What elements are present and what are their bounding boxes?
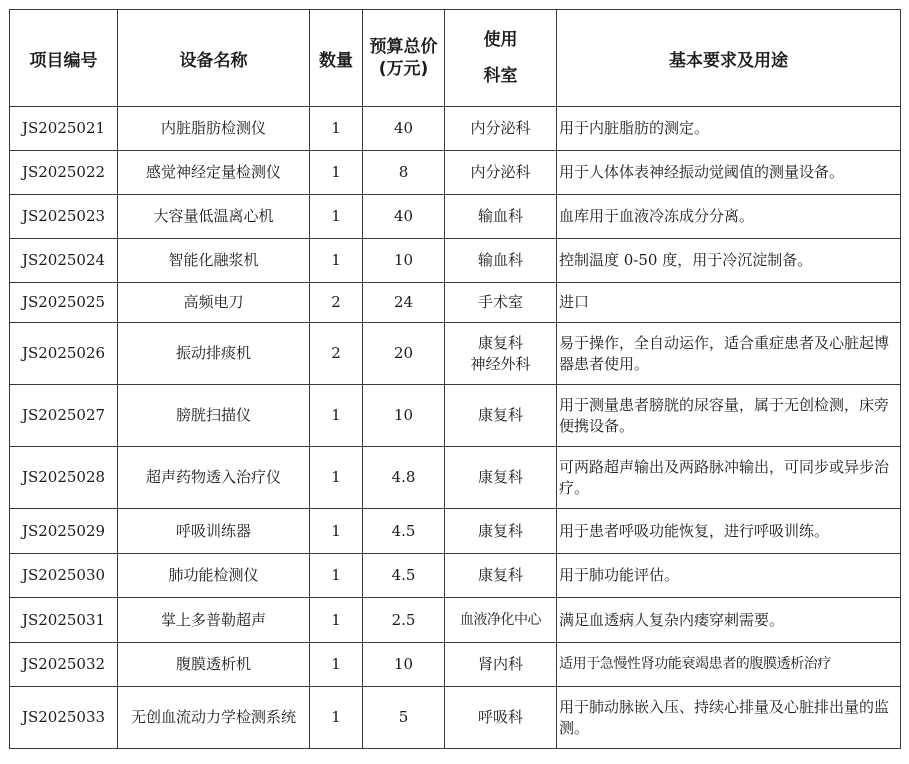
header-budget-line1: 预算总价 — [369, 37, 438, 57]
cell-dept — [445, 323, 557, 385]
cell-budget: 4.5 — [363, 509, 445, 554]
header-usage: 基本要求及用途 — [557, 10, 901, 107]
header-dept-line1: 使用 — [483, 30, 518, 50]
cell-name: 呼吸训练器 — [118, 509, 310, 554]
cell-dept: 康复科 — [445, 554, 557, 598]
cell-usage: 适用于急慢性肾功能衰竭患者的腹膜透析治疗 — [557, 643, 901, 687]
cell-usage: 用于肺动脉嵌入压、持续心排量及心脏排出量的监测。 — [557, 687, 901, 749]
cell-name: 智能化融浆机 — [118, 239, 310, 283]
cell-budget: 10 — [363, 643, 445, 687]
header-qty: 数量 — [310, 10, 363, 107]
cell-budget: 8 — [363, 151, 445, 195]
cell-name: 腹膜透析机 — [118, 643, 310, 687]
cell-dept: 输血科 — [445, 195, 557, 239]
cell-dept: 血液净化中心 — [445, 598, 557, 643]
cell-usage: 控制温度 0-50 度，用于冷沉淀制备。 — [557, 239, 901, 283]
table-row — [10, 239, 901, 283]
cell-budget: 2.5 — [363, 598, 445, 643]
cell-id: JS2025030 — [10, 554, 118, 598]
cell-dept: 内分泌科 — [445, 151, 557, 195]
cell-dept: 手术室 — [445, 283, 557, 323]
table-row — [10, 447, 901, 509]
cell-qty: 1 — [310, 509, 363, 554]
cell-dept: 输血科 — [445, 239, 557, 283]
cell-id: JS2025033 — [10, 687, 118, 749]
cell-budget: 20 — [363, 323, 445, 385]
cell-usage: 满足血透病人复杂内瘘穿刺需要。 — [557, 598, 901, 643]
cell-budget: 4.5 — [363, 554, 445, 598]
cell-qty: 1 — [310, 643, 363, 687]
cell-name: 无创血流动力学检测系统 — [118, 687, 310, 749]
cell-dept: 肾内科 — [445, 643, 557, 687]
cell-id: JS2025032 — [10, 643, 118, 687]
cell-qty: 1 — [310, 107, 363, 151]
cell-id: JS2025027 — [10, 385, 118, 447]
cell-id: JS2025026 — [10, 323, 118, 385]
table-row — [10, 385, 901, 447]
cell-qty: 1 — [310, 598, 363, 643]
cell-usage: 用于内脏脂肪的测定。 — [557, 107, 901, 151]
cell-budget: 5 — [363, 687, 445, 749]
cell-qty: 1 — [310, 195, 363, 239]
table-row — [10, 195, 901, 239]
cell-dept: 内分泌科 — [445, 107, 557, 151]
cell-id: JS2025025 — [10, 283, 118, 323]
table-row — [10, 687, 901, 749]
header-name: 设备名称 — [118, 10, 310, 107]
cell-id: JS2025021 — [10, 107, 118, 151]
cell-name: 感觉神经定量检测仪 — [118, 151, 310, 195]
cell-name: 肺功能检测仪 — [118, 554, 310, 598]
cell-usage: 用于患者呼吸功能恢复，进行呼吸训练。 — [557, 509, 901, 554]
cell-qty: 2 — [310, 283, 363, 323]
table-row — [10, 107, 901, 151]
cell-usage: 进口 — [557, 283, 901, 323]
cell-qty: 1 — [310, 239, 363, 283]
cell-budget: 40 — [363, 107, 445, 151]
cell-budget: 24 — [363, 283, 445, 323]
cell-usage: 用于人体体表神经振动觉阈值的测量设备。 — [557, 151, 901, 195]
table-row — [10, 509, 901, 554]
cell-usage: 用于测量患者膀胱的尿容量，属于无创检测，床旁便携设备。 — [557, 385, 901, 447]
table-row — [10, 598, 901, 643]
cell-budget: 40 — [363, 195, 445, 239]
cell-id: JS2025023 — [10, 195, 118, 239]
table-row — [10, 283, 901, 323]
cell-id: JS2025028 — [10, 447, 118, 509]
table-row — [10, 554, 901, 598]
cell-qty: 1 — [310, 447, 363, 509]
cell-qty: 1 — [310, 385, 363, 447]
cell-usage: 可两路超声输出及两路脉冲输出，可同步或异步治疗。 — [557, 447, 901, 509]
cell-dept: 呼吸科 — [445, 687, 557, 749]
header-dept — [445, 10, 557, 107]
cell-budget: 10 — [363, 385, 445, 447]
cell-dept-line1: 康复科 — [477, 333, 523, 352]
cell-qty: 1 — [310, 151, 363, 195]
table-row — [10, 643, 901, 687]
cell-name: 超声药物透入治疗仪 — [118, 447, 310, 509]
cell-budget: 10 — [363, 239, 445, 283]
cell-id: JS2025029 — [10, 509, 118, 554]
cell-name: 高频电刀 — [118, 283, 310, 323]
cell-dept: 康复科 — [445, 447, 557, 509]
cell-qty: 2 — [310, 323, 363, 385]
table-row — [10, 151, 901, 195]
cell-qty: 1 — [310, 554, 363, 598]
header-row — [10, 10, 901, 107]
cell-dept-line2: 神经外科 — [470, 354, 531, 373]
cell-name: 振动排痰机 — [118, 323, 310, 385]
header-budget — [363, 10, 445, 107]
cell-id: JS2025031 — [10, 598, 118, 643]
cell-budget: 4.8 — [363, 447, 445, 509]
cell-id: JS2025022 — [10, 151, 118, 195]
cell-usage: 血库用于血液冷冻成分分离。 — [557, 195, 901, 239]
header-budget-line2: (万元) — [378, 59, 429, 79]
cell-usage: 用于肺功能评估。 — [557, 554, 901, 598]
cell-name: 大容量低温离心机 — [118, 195, 310, 239]
header-id: 项目编号 — [10, 10, 118, 107]
cell-name: 内脏脂肪检测仪 — [118, 107, 310, 151]
table-row — [10, 323, 901, 385]
cell-name: 掌上多普勒超声 — [118, 598, 310, 643]
cell-qty: 1 — [310, 687, 363, 749]
header-dept-line2: 科室 — [483, 66, 518, 86]
cell-name: 膀胱扫描仪 — [118, 385, 310, 447]
equipment-table — [9, 9, 901, 749]
cell-id: JS2025024 — [10, 239, 118, 283]
cell-usage: 易于操作，全自动运作，适合重症患者及心脏起博器患者使用。 — [557, 323, 901, 385]
cell-dept: 康复科 — [445, 509, 557, 554]
cell-dept: 康复科 — [445, 385, 557, 447]
